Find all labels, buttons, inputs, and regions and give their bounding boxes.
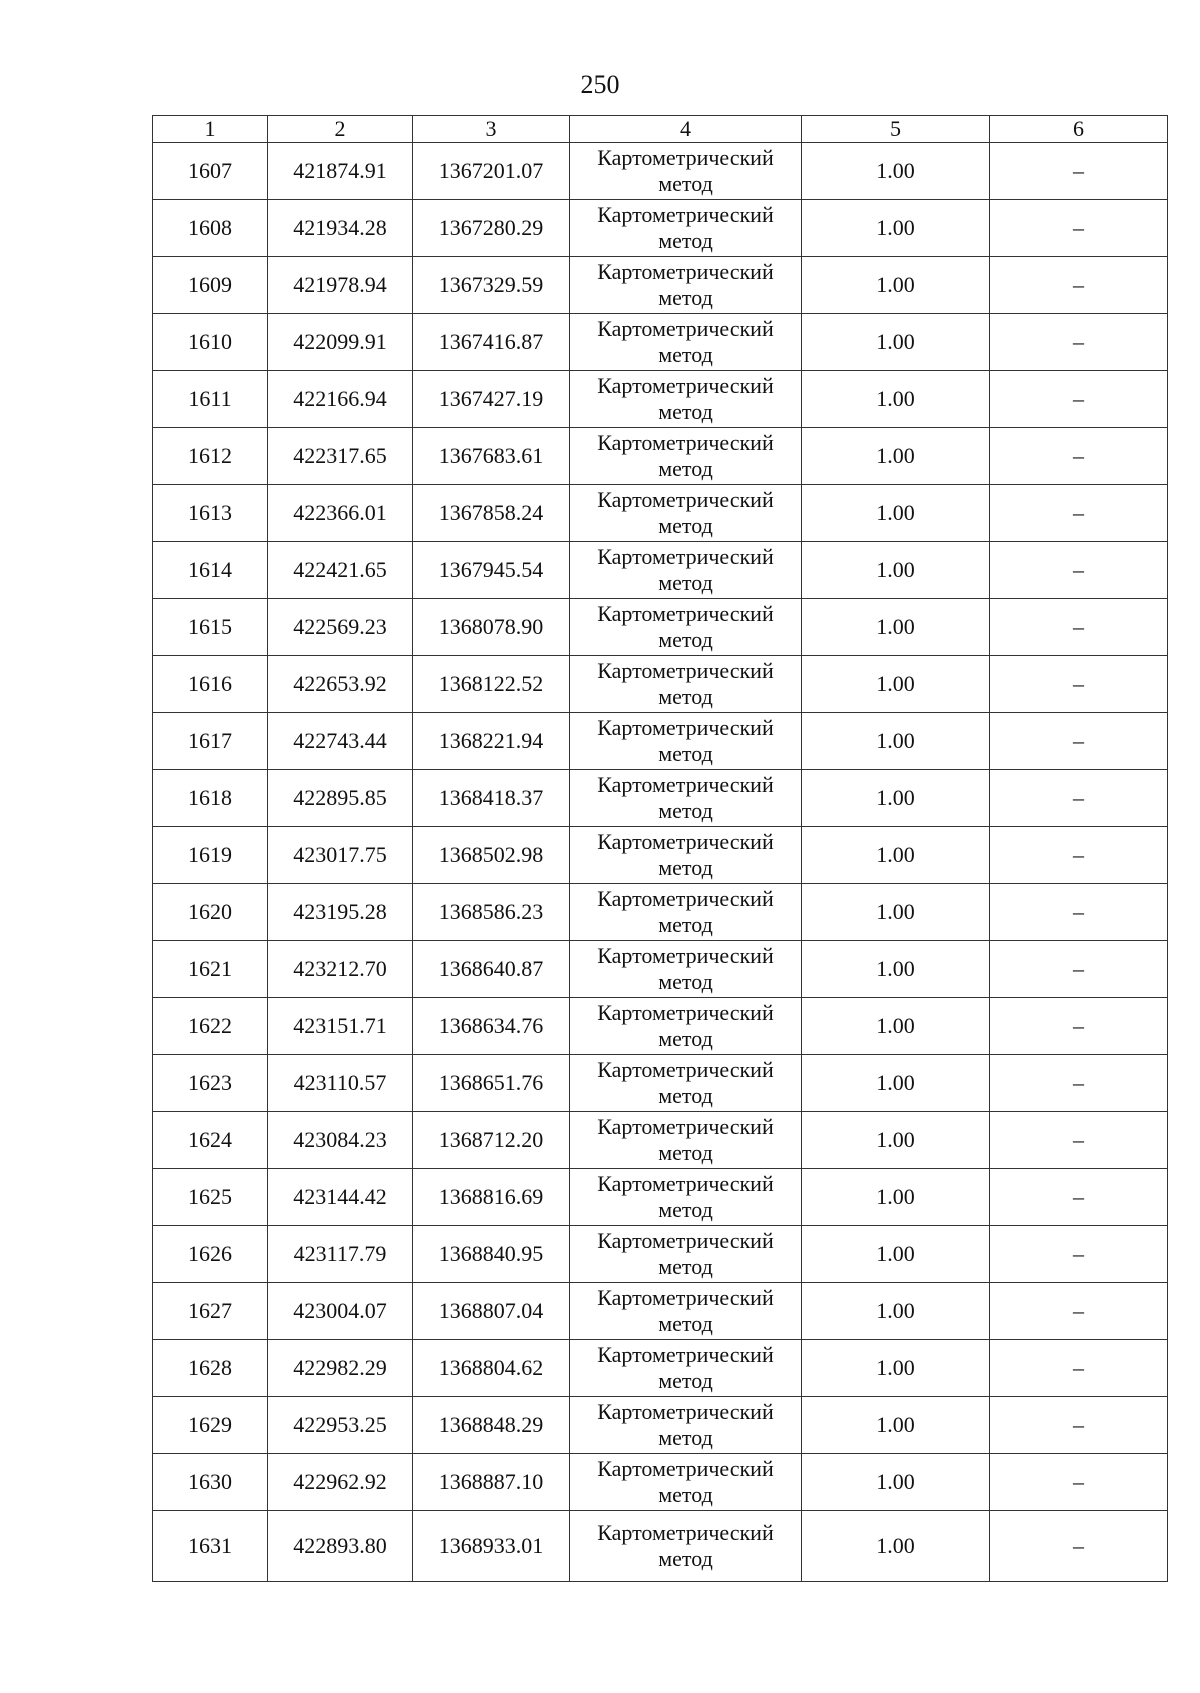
- accuracy-cell: 1.00: [802, 542, 990, 599]
- table-row: [153, 998, 1168, 1055]
- accuracy-cell: 1.00: [802, 1283, 990, 1340]
- note-cell: –: [990, 257, 1168, 314]
- point-number-cell: 1615: [153, 599, 268, 656]
- y-coordinate-cell: 1368634.76: [413, 998, 570, 1055]
- y-coordinate-cell: 1367416.87: [413, 314, 570, 371]
- y-coordinate-cell: 1368712.20: [413, 1112, 570, 1169]
- method-cell: Картометрический метод: [570, 1169, 802, 1226]
- y-coordinate-cell: 1368840.95: [413, 1226, 570, 1283]
- x-coordinate-cell: 423212.70: [268, 941, 413, 998]
- x-coordinate-cell: 423151.71: [268, 998, 413, 1055]
- x-coordinate-cell: 422953.25: [268, 1397, 413, 1454]
- note-cell: –: [990, 770, 1168, 827]
- accuracy-cell: 1.00: [802, 770, 990, 827]
- x-coordinate-cell: 423117.79: [268, 1226, 413, 1283]
- table-row: [153, 770, 1168, 827]
- accuracy-cell: 1.00: [802, 485, 990, 542]
- x-coordinate-cell: 423195.28: [268, 884, 413, 941]
- point-number-cell: 1627: [153, 1283, 268, 1340]
- note-cell: –: [990, 1454, 1168, 1511]
- y-coordinate-cell: 1367201.07: [413, 143, 570, 200]
- method-cell: Картометрический метод: [570, 1055, 802, 1112]
- y-coordinate-cell: 1368418.37: [413, 770, 570, 827]
- y-coordinate-cell: 1367427.19: [413, 371, 570, 428]
- y-coordinate-cell: 1368933.01: [413, 1511, 570, 1582]
- method-cell: Картометрический метод: [570, 485, 802, 542]
- method-cell: Картометрический метод: [570, 1283, 802, 1340]
- header-row: [153, 116, 1168, 143]
- point-number-cell: 1630: [153, 1454, 268, 1511]
- accuracy-cell: 1.00: [802, 1169, 990, 1226]
- y-coordinate-cell: 1367858.24: [413, 485, 570, 542]
- method-cell: Картометрический метод: [570, 656, 802, 713]
- note-cell: –: [990, 1397, 1168, 1454]
- point-number-cell: 1628: [153, 1340, 268, 1397]
- accuracy-cell: 1.00: [802, 998, 990, 1055]
- method-cell: Картометрический метод: [570, 998, 802, 1055]
- y-coordinate-cell: 1368502.98: [413, 827, 570, 884]
- accuracy-cell: 1.00: [802, 941, 990, 998]
- table-row: [153, 1511, 1168, 1582]
- x-coordinate-cell: 423004.07: [268, 1283, 413, 1340]
- method-cell: Картометрический метод: [570, 257, 802, 314]
- point-number-cell: 1611: [153, 371, 268, 428]
- method-cell: Картометрический метод: [570, 314, 802, 371]
- point-number-cell: 1623: [153, 1055, 268, 1112]
- table-row: [153, 1055, 1168, 1112]
- point-number-cell: 1624: [153, 1112, 268, 1169]
- table-row: [153, 1397, 1168, 1454]
- note-cell: –: [990, 1283, 1168, 1340]
- y-coordinate-cell: 1368221.94: [413, 713, 570, 770]
- note-cell: –: [990, 1112, 1168, 1169]
- column-header: 1: [153, 116, 268, 143]
- method-cell: Картометрический метод: [570, 1397, 802, 1454]
- point-number-cell: 1629: [153, 1397, 268, 1454]
- method-cell: Картометрический метод: [570, 143, 802, 200]
- accuracy-cell: 1.00: [802, 713, 990, 770]
- table-row: [153, 656, 1168, 713]
- method-cell: Картометрический метод: [570, 1511, 802, 1582]
- x-coordinate-cell: 423110.57: [268, 1055, 413, 1112]
- point-number-cell: 1625: [153, 1169, 268, 1226]
- note-cell: –: [990, 1511, 1168, 1582]
- table-row: [153, 200, 1168, 257]
- point-number-cell: 1622: [153, 998, 268, 1055]
- method-cell: Картометрический метод: [570, 371, 802, 428]
- method-cell: Картометрический метод: [570, 941, 802, 998]
- method-cell: Картометрический метод: [570, 827, 802, 884]
- note-cell: –: [990, 314, 1168, 371]
- x-coordinate-cell: 422569.23: [268, 599, 413, 656]
- table-row: [153, 1226, 1168, 1283]
- table-row: [153, 827, 1168, 884]
- table-row: [153, 1169, 1168, 1226]
- accuracy-cell: 1.00: [802, 1340, 990, 1397]
- note-cell: –: [990, 713, 1168, 770]
- y-coordinate-cell: 1368848.29: [413, 1397, 570, 1454]
- method-cell: Картометрический метод: [570, 884, 802, 941]
- method-cell: Картометрический метод: [570, 200, 802, 257]
- x-coordinate-cell: 422317.65: [268, 428, 413, 485]
- x-coordinate-cell: 422166.94: [268, 371, 413, 428]
- accuracy-cell: 1.00: [802, 827, 990, 884]
- column-header: 3: [413, 116, 570, 143]
- point-number-cell: 1617: [153, 713, 268, 770]
- y-coordinate-cell: 1368078.90: [413, 599, 570, 656]
- accuracy-cell: 1.00: [802, 1226, 990, 1283]
- accuracy-cell: 1.00: [802, 1397, 990, 1454]
- accuracy-cell: 1.00: [802, 371, 990, 428]
- method-cell: Картометрический метод: [570, 713, 802, 770]
- y-coordinate-cell: 1367683.61: [413, 428, 570, 485]
- accuracy-cell: 1.00: [802, 1454, 990, 1511]
- x-coordinate-cell: 422653.92: [268, 656, 413, 713]
- accuracy-cell: 1.00: [802, 143, 990, 200]
- accuracy-cell: 1.00: [802, 884, 990, 941]
- accuracy-cell: 1.00: [802, 1055, 990, 1112]
- point-number-cell: 1613: [153, 485, 268, 542]
- table-row: [153, 1283, 1168, 1340]
- point-number-cell: 1619: [153, 827, 268, 884]
- table-row: [153, 314, 1168, 371]
- y-coordinate-cell: 1368887.10: [413, 1454, 570, 1511]
- y-coordinate-cell: 1368122.52: [413, 656, 570, 713]
- point-number-cell: 1626: [153, 1226, 268, 1283]
- x-coordinate-cell: 422982.29: [268, 1340, 413, 1397]
- note-cell: –: [990, 884, 1168, 941]
- note-cell: –: [990, 998, 1168, 1055]
- y-coordinate-cell: 1368807.04: [413, 1283, 570, 1340]
- note-cell: –: [990, 371, 1168, 428]
- table-row: [153, 143, 1168, 200]
- table-row: [153, 941, 1168, 998]
- method-cell: Картометрический метод: [570, 1340, 802, 1397]
- table-row: [153, 1454, 1168, 1511]
- column-header: 4: [570, 116, 802, 143]
- coordinates-table: [152, 115, 1168, 1582]
- point-number-cell: 1621: [153, 941, 268, 998]
- x-coordinate-cell: 423017.75: [268, 827, 413, 884]
- note-cell: –: [990, 1169, 1168, 1226]
- x-coordinate-cell: 422962.92: [268, 1454, 413, 1511]
- y-coordinate-cell: 1368586.23: [413, 884, 570, 941]
- x-coordinate-cell: 422421.65: [268, 542, 413, 599]
- note-cell: –: [990, 143, 1168, 200]
- table-row: [153, 485, 1168, 542]
- x-coordinate-cell: 423144.42: [268, 1169, 413, 1226]
- note-cell: –: [990, 428, 1168, 485]
- point-number-cell: 1609: [153, 257, 268, 314]
- y-coordinate-cell: 1367280.29: [413, 200, 570, 257]
- table-row: [153, 884, 1168, 941]
- point-number-cell: 1607: [153, 143, 268, 200]
- x-coordinate-cell: 422099.91: [268, 314, 413, 371]
- point-number-cell: 1618: [153, 770, 268, 827]
- note-cell: –: [990, 1340, 1168, 1397]
- table-row: [153, 1340, 1168, 1397]
- x-coordinate-cell: 422743.44: [268, 713, 413, 770]
- accuracy-cell: 1.00: [802, 314, 990, 371]
- page-number: 250: [580, 70, 620, 99]
- y-coordinate-cell: 1368816.69: [413, 1169, 570, 1226]
- point-number-cell: 1608: [153, 200, 268, 257]
- note-cell: –: [990, 542, 1168, 599]
- table-row: [153, 1112, 1168, 1169]
- table-row: [153, 599, 1168, 656]
- method-cell: Картометрический метод: [570, 542, 802, 599]
- x-coordinate-cell: 422366.01: [268, 485, 413, 542]
- column-header: 2: [268, 116, 413, 143]
- method-cell: Картометрический метод: [570, 1112, 802, 1169]
- table-row: [153, 371, 1168, 428]
- x-coordinate-cell: 421978.94: [268, 257, 413, 314]
- x-coordinate-cell: 423084.23: [268, 1112, 413, 1169]
- method-cell: Картометрический метод: [570, 428, 802, 485]
- point-number-cell: 1614: [153, 542, 268, 599]
- accuracy-cell: 1.00: [802, 200, 990, 257]
- accuracy-cell: 1.00: [802, 428, 990, 485]
- note-cell: –: [990, 485, 1168, 542]
- method-cell: Картометрический метод: [570, 1454, 802, 1511]
- note-cell: –: [990, 1226, 1168, 1283]
- note-cell: –: [990, 1055, 1168, 1112]
- note-cell: –: [990, 656, 1168, 713]
- note-cell: –: [990, 941, 1168, 998]
- note-cell: –: [990, 200, 1168, 257]
- method-cell: Картометрический метод: [570, 599, 802, 656]
- point-number-cell: 1631: [153, 1511, 268, 1582]
- y-coordinate-cell: 1367945.54: [413, 542, 570, 599]
- method-cell: Картометрический метод: [570, 1226, 802, 1283]
- note-cell: –: [990, 827, 1168, 884]
- accuracy-cell: 1.00: [802, 656, 990, 713]
- table-row: [153, 713, 1168, 770]
- accuracy-cell: 1.00: [802, 257, 990, 314]
- y-coordinate-cell: 1368640.87: [413, 941, 570, 998]
- point-number-cell: 1612: [153, 428, 268, 485]
- column-header: 6: [990, 116, 1168, 143]
- accuracy-cell: 1.00: [802, 1511, 990, 1582]
- x-coordinate-cell: 421934.28: [268, 200, 413, 257]
- x-coordinate-cell: 422895.85: [268, 770, 413, 827]
- y-coordinate-cell: 1367329.59: [413, 257, 570, 314]
- table-row: [153, 257, 1168, 314]
- table-row: [153, 542, 1168, 599]
- method-cell: Картометрический метод: [570, 770, 802, 827]
- table-row: [153, 428, 1168, 485]
- accuracy-cell: 1.00: [802, 599, 990, 656]
- x-coordinate-cell: 422893.80: [268, 1511, 413, 1582]
- point-number-cell: 1610: [153, 314, 268, 371]
- note-cell: –: [990, 599, 1168, 656]
- y-coordinate-cell: 1368651.76: [413, 1055, 570, 1112]
- accuracy-cell: 1.00: [802, 1112, 990, 1169]
- column-header: 5: [802, 116, 990, 143]
- x-coordinate-cell: 421874.91: [268, 143, 413, 200]
- point-number-cell: 1616: [153, 656, 268, 713]
- y-coordinate-cell: 1368804.62: [413, 1340, 570, 1397]
- point-number-cell: 1620: [153, 884, 268, 941]
